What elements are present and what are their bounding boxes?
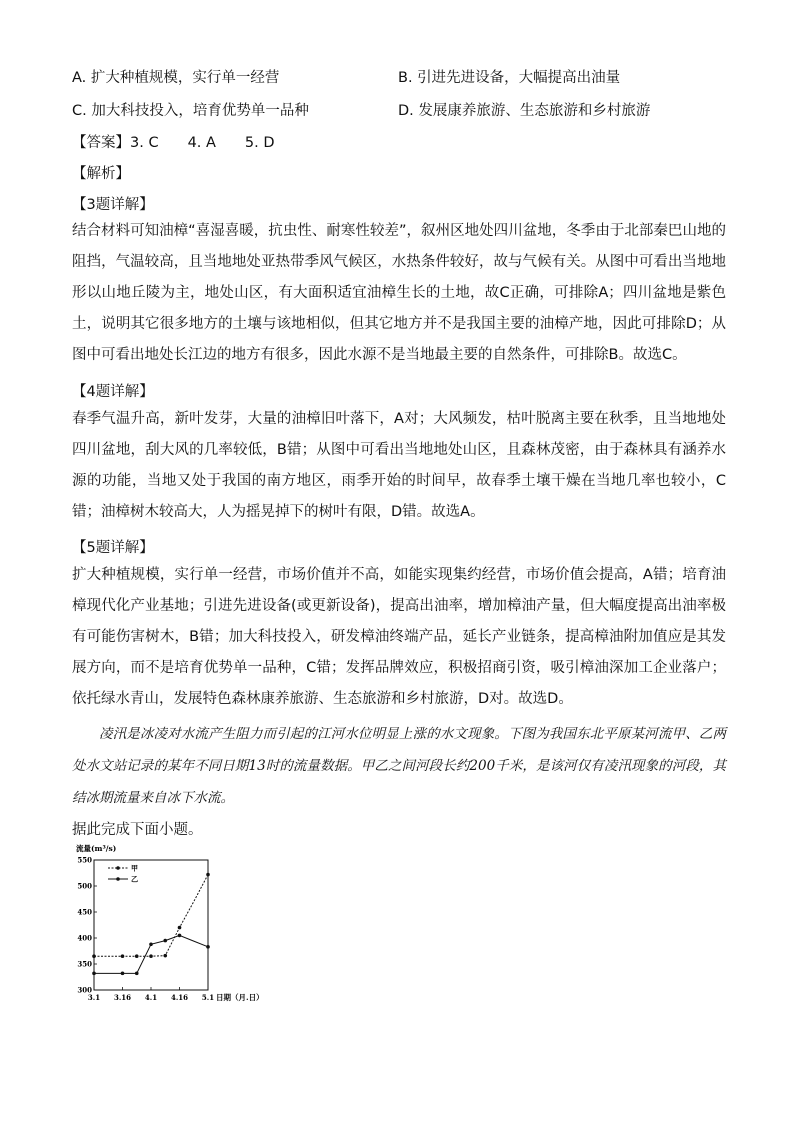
legend-marker: [116, 866, 120, 870]
option-b: B. 引进先进设备，大幅提高出油量: [398, 70, 621, 86]
option-a: A. 扩大种植规模，实行单一经营: [72, 70, 280, 86]
series-point: [163, 954, 167, 958]
x-tick-label: 3.16: [113, 993, 132, 1002]
x-tick-label: 4.1: [144, 993, 158, 1002]
series-point: [178, 926, 182, 930]
q3-heading: 【3题详解】: [72, 197, 154, 213]
series-point: [92, 954, 96, 958]
series-line-2: [94, 935, 208, 973]
y-tick-label: 400: [77, 933, 92, 943]
series-point: [121, 954, 125, 958]
flow-chart: [72, 840, 292, 1014]
y-axis-label: 流量(m³/s): [76, 844, 117, 853]
q4-text: 春季气温升高，新叶发芽，大量的油樟旧叶落下，A对；大风频发，枯叶脱离主要在秋季，且当地地处四川盆地，刮大风的几率较低，B错；从图中可看出当地地处山区，且森林茂密，由于森林具有涵养水源的功能，当地又处于我国的南方地区，雨季开始的时间早，故春季土壤干燥在当地几率也较小，C错；油樟树木较高大，人为摇晃掉下的树叶有限，D错。故选A。: [72, 411, 726, 520]
prompt-text: 据此完成下面小题。: [72, 822, 203, 838]
series-point: [135, 972, 139, 976]
y-tick-label: 550: [77, 855, 92, 865]
legend-label: 乙: [131, 874, 138, 884]
q4-heading: 【4题详解】: [72, 384, 154, 400]
series-point: [92, 972, 96, 976]
series-point: [163, 939, 167, 943]
series-point: [121, 972, 125, 976]
series-point: [178, 934, 182, 938]
series-point: [149, 942, 153, 946]
series-point: [206, 945, 210, 949]
y-tick-label: 450: [77, 907, 92, 917]
y-tick-label: 500: [77, 881, 92, 891]
flow-chart-svg: [72, 840, 292, 1010]
x-tick-label: 5.1: [201, 993, 215, 1002]
q5-heading: 【5题详解】: [72, 540, 154, 556]
x-tick-label: 4.16: [170, 993, 189, 1002]
x-tick-label: 3.1: [87, 993, 101, 1002]
x-axis-label: 日期（月.日）: [216, 993, 264, 1002]
option-d: D. 发展康养旅游、生态旅游和乡村旅游: [398, 103, 651, 119]
y-tick-label: 350: [77, 959, 92, 969]
series-point: [149, 954, 153, 958]
series-point: [135, 954, 139, 958]
legend-label: 甲: [131, 863, 138, 873]
series-point: [206, 873, 210, 877]
y-tick-label: 300: [77, 985, 92, 995]
legend-marker: [116, 877, 120, 881]
intro-text: 凌汛是冰凌对水流产生阻力而引起的江河水位明显上涨的水文现象。下图为我国东北平原某河流甲、乙两处水文站记录的某年不同日期13时的流量数据。甲乙之间河段长约200千米，是该河仅有凌汛现象的河段，其结冰期流量来自冰下水流。: [72, 726, 726, 806]
q3-text: 结合材料可知油樟“喜湿喜暖，抗虫性、耐寒性较差”，叙州区地处四川盆地，冬季由于北部秦巴山地的阻挡，气温较高，且当地地处亚热带季风气候区，水热条件较好，故与气候有关。从图中可看出当地地形以山地丘陵为主，地处山区，有大面积适宜油樟生长的土地，故C正确，可排除A；四川盆地是紫色土，说明其它很多地方的土壤与该地相似，但其它地方并不是我国主要的油樟产地，因此可排除D；从图中可看出地处长江边的地方有很多，因此水源不是当地最主要的自然条件，可排除B。故选C。: [72, 223, 726, 363]
option-c: C. 加大科技投入，培育优势单一品种: [72, 103, 309, 119]
q5-text: 扩大种植规模，实行单一经营，市场价值并不高，如能实现集约经营，市场价值会提高，A错；培育油樟现代化产业基地；引进先进设备(或更新设备)，提高出油率，增加樟油产量，但大幅度提高出油率极有可能伤害树木，B错；加大科技投入，研发樟油终端产品，延长产业链条，提高樟油附加值应是其发展方向，而不是培育优势单一品种，C错；发挥品牌效应，积极招商引资，吸引樟油深加工企业落户；依托绿水青山，发展特色森林康养旅游、生态旅游和乡村旅游，D对。故选D。: [72, 567, 726, 707]
analysis-label: 【解析】: [72, 166, 130, 182]
answer-line: 【答案】3. C 4. A 5. D: [72, 135, 275, 151]
